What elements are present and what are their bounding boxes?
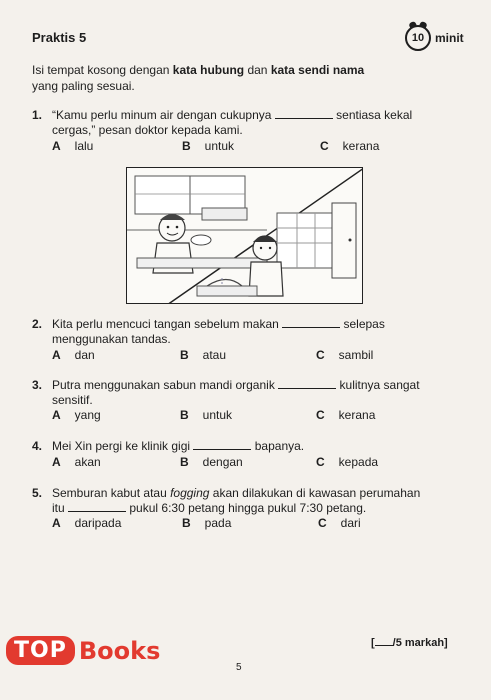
answer-blank[interactable] [68,501,126,512]
marks-open: [ [371,637,375,649]
question-text: itu [52,501,65,515]
option-a[interactable]: A yang [52,408,101,422]
question-text: Mei Xin pergi ke klinik gigi [52,439,191,453]
question-text: cergas,” pesan doktor kepada kami. [52,123,243,137]
topbooks-logo [6,636,160,665]
option-b[interactable]: B untuk [180,408,233,422]
instruction-text: dan [244,63,271,77]
logo-top-text: TOP [6,636,75,665]
question-text: menggunakan tandas. [52,332,171,346]
option-a[interactable]: A akan [52,455,101,469]
question-number: 1. [32,108,43,122]
instruction-bold-1: kata hubung [172,63,245,77]
option-c[interactable]: C kerana [316,408,376,422]
option-c[interactable]: C sambil [316,348,374,362]
answer-blank[interactable] [278,378,336,389]
option-b[interactable]: B atau [180,348,227,362]
question-text: sentiasa kekal [336,108,413,122]
option-c[interactable]: C kepada [316,455,379,469]
instruction-text: yang paling sesuai. [32,79,135,93]
question-number: 5. [32,486,43,500]
question-text: pukul 6:30 petang hingga pukul 7:30 petang. [129,501,367,515]
question-number: 3. [32,378,43,392]
timer [405,25,464,51]
marks-score [371,637,448,649]
instruction-bold-2: kata sendi nama [270,63,365,77]
page-title: Praktis 5 [32,30,87,45]
option-a[interactable]: A daripada [52,516,122,530]
question-text: Kita perlu mencuci tangan sebelum makan [52,317,279,331]
clock-icon [405,25,431,51]
question-text: kulitnya sangat [339,378,420,392]
question-text: selepas [343,317,385,331]
option-b[interactable]: B pada [182,516,232,530]
timer-value: 10 [411,32,425,44]
option-b[interactable]: B dengan [180,455,243,469]
answer-blank[interactable] [275,108,333,119]
question-number: 2. [32,317,43,331]
instruction-text: Isi tempat kosong dengan [32,63,173,77]
page-number: 5 [236,662,242,673]
question-text: Putra menggunakan sabun mandi organik [52,378,275,392]
handwashing-illustration [126,167,363,304]
option-b[interactable]: B untuk [182,139,235,153]
marks-label: /5 markah] [392,637,448,649]
option-c[interactable]: C kerana [320,139,380,153]
illustration-graphic [127,168,363,304]
question-number: 4. [32,439,43,453]
question-text-italic: fogging [170,486,210,500]
logo-books-text: Books [78,636,161,665]
instruction [32,62,462,94]
marks-blank[interactable] [375,637,393,646]
option-c[interactable]: C dari [318,516,361,530]
option-a[interactable]: A dan [52,348,95,362]
question-text: akan dilakukan di kawasan perumahan [209,486,421,500]
answer-blank[interactable] [282,317,340,328]
answer-blank[interactable] [193,439,251,450]
question-text: bapanya. [254,439,305,453]
question-text: Semburan kabut atau [52,486,171,500]
question-text: “Kamu perlu minum air dengan cukupnya [52,108,272,122]
question-text: sensitif. [52,393,93,407]
option-a[interactable]: A lalu [52,139,94,153]
timer-unit: minit [435,31,464,45]
